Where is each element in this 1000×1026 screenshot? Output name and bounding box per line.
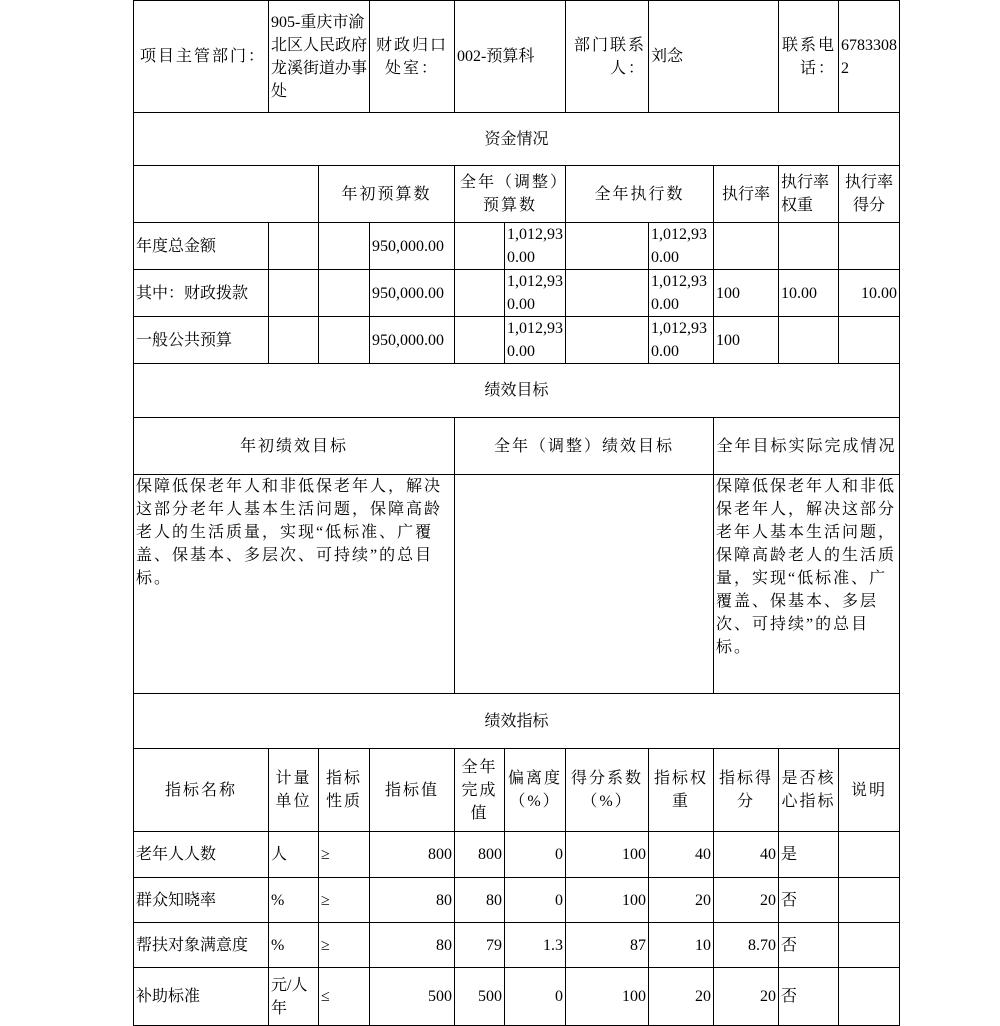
- col-adjusted: 全年（调整）预算数: [455, 166, 566, 223]
- row-label: 年度总金额: [134, 223, 269, 270]
- indicator-col-header: 指标得分: [714, 749, 779, 832]
- initial-value: 950,000.00: [370, 317, 455, 364]
- executed-value: 1,012,930.00: [649, 317, 714, 364]
- indicator-cell: 帮扶对象满意度: [134, 923, 269, 968]
- indicator-col-header: 是否核心指标: [779, 749, 839, 832]
- funds-header-row: [134, 166, 900, 223]
- indicator-cell: 500: [455, 968, 505, 1026]
- indicator-cell: %: [269, 923, 319, 968]
- indicator-cell: 是: [779, 832, 839, 878]
- goals-header-row: [134, 418, 900, 475]
- score-value: [839, 317, 900, 364]
- rate-value: 100: [714, 317, 779, 364]
- indicator-col-header: 指标性质: [319, 749, 370, 832]
- adjusted-value: 1,012,930.00: [505, 317, 566, 364]
- executed-value: 1,012,930.00: [649, 223, 714, 270]
- empty-cell: [566, 223, 649, 270]
- office-label: 财政归口处室：: [370, 1, 455, 113]
- weight-value: [779, 223, 839, 270]
- funds-section-title: 资金情况: [134, 113, 900, 166]
- indicator-cell: 800: [370, 832, 455, 878]
- indicator-cell: ≥: [319, 923, 370, 968]
- indicator-cell: 群众知晓率: [134, 878, 269, 923]
- indicator-row: [134, 923, 900, 968]
- indicator-cell: 8.70: [714, 923, 779, 968]
- indicator-cell: 1.3: [505, 923, 566, 968]
- empty-cell: [269, 223, 319, 270]
- indicator-cell: 79: [455, 923, 505, 968]
- phone-value: 67833082: [839, 1, 900, 113]
- indicator-col-header: 指标值: [370, 749, 455, 832]
- indicator-col-header: 偏离度（%）: [505, 749, 566, 832]
- adjusted-goal-text: [455, 475, 714, 694]
- weight-value: 10.00: [779, 270, 839, 317]
- empty-cell: [319, 223, 370, 270]
- indicator-cell: 元/人年: [269, 968, 319, 1026]
- indicator-cell: 20: [714, 878, 779, 923]
- office-value: 002-预算科: [455, 1, 566, 113]
- row-label: 其中：财政拨款: [134, 270, 269, 317]
- empty-cell: [455, 317, 505, 364]
- col-executed: 全年执行数: [566, 166, 714, 223]
- indicator-cell: [839, 923, 900, 968]
- goals-row: [134, 475, 900, 694]
- indicator-cell: ≤: [319, 968, 370, 1026]
- empty-cell: [455, 270, 505, 317]
- indicator-row: [134, 832, 900, 878]
- executed-value: 1,012,930.00: [649, 270, 714, 317]
- col-initial: 年初预算数: [319, 166, 455, 223]
- indicator-col-header: 计量单位: [269, 749, 319, 832]
- indicator-cell: 100: [566, 832, 649, 878]
- header-row: [134, 1, 900, 113]
- indicators-header-row: [134, 749, 900, 832]
- indicator-cell: 40: [649, 832, 714, 878]
- adjusted-value: 1,012,930.00: [505, 223, 566, 270]
- col-initial-goal: 年初绩效目标: [134, 418, 455, 475]
- contact-label: 部门联系人：: [566, 1, 649, 113]
- indicator-cell: ≥: [319, 832, 370, 878]
- indicator-cell: 否: [779, 878, 839, 923]
- indicator-cell: ≥: [319, 878, 370, 923]
- indicator-cell: 人: [269, 832, 319, 878]
- col-score: 执行率得分: [839, 166, 900, 223]
- indicator-cell: 补助标准: [134, 968, 269, 1026]
- rate-value: [714, 223, 779, 270]
- col-adjusted-goal: 全年（调整）绩效目标: [455, 418, 714, 475]
- empty-cell: [455, 223, 505, 270]
- indicator-cell: 老年人人数: [134, 832, 269, 878]
- score-value: 10.00: [839, 270, 900, 317]
- contact-value: 刘念: [649, 1, 779, 113]
- score-value: [839, 223, 900, 270]
- indicator-cell: 87: [566, 923, 649, 968]
- funds-row: [134, 317, 900, 364]
- indicator-cell: 0: [505, 968, 566, 1026]
- indicator-cell: [839, 968, 900, 1026]
- indicator-col-header: 得分系数（%）: [566, 749, 649, 832]
- indicator-cell: 800: [455, 832, 505, 878]
- empty-cell: [319, 317, 370, 364]
- indicator-cell: 否: [779, 923, 839, 968]
- indicator-col-header: 说明: [839, 749, 900, 832]
- empty-cell: [319, 270, 370, 317]
- indicator-cell: 否: [779, 968, 839, 1026]
- indicator-cell: 20: [649, 968, 714, 1026]
- indicator-cell: 20: [714, 968, 779, 1026]
- indicators-section-title: 绩效指标: [134, 694, 900, 749]
- col-weight: 执行率权重: [779, 166, 839, 223]
- dept-label: 项目主管部门：: [134, 1, 269, 113]
- col-rate: 执行率: [714, 166, 779, 223]
- indicator-cell: %: [269, 878, 319, 923]
- indicator-col-header: 指标权重: [649, 749, 714, 832]
- funds-row: [134, 223, 900, 270]
- indicator-cell: 80: [370, 878, 455, 923]
- indicator-cell: 20: [649, 878, 714, 923]
- empty-cell: [269, 270, 319, 317]
- performance-table: [133, 0, 900, 1026]
- funds-row: [134, 270, 900, 317]
- adjusted-value: 1,012,930.00: [505, 270, 566, 317]
- row-label: 一般公共预算: [134, 317, 269, 364]
- indicator-row: [134, 968, 900, 1026]
- empty-cell: [134, 166, 319, 223]
- indicator-cell: 40: [714, 832, 779, 878]
- weight-value: [779, 317, 839, 364]
- indicator-cell: 500: [370, 968, 455, 1026]
- phone-label: 联系电话：: [779, 1, 839, 113]
- empty-cell: [566, 270, 649, 317]
- indicator-cell: 0: [505, 832, 566, 878]
- indicator-cell: 80: [370, 923, 455, 968]
- initial-value: 950,000.00: [370, 223, 455, 270]
- col-actual-goal: 全年目标实际完成情况: [714, 418, 900, 475]
- initial-value: 950,000.00: [370, 270, 455, 317]
- indicator-cell: 100: [566, 968, 649, 1026]
- indicator-cell: 100: [566, 878, 649, 923]
- initial-goal-text: 保障低保老年人和非低保老年人，解决这部分老年人基本生活问题，保障高龄老人的生活质量，实现“低标准、广覆盖、保基本、多层次、可持续”的总目标。: [134, 475, 455, 694]
- indicator-cell: 0: [505, 878, 566, 923]
- rate-value: 100: [714, 270, 779, 317]
- empty-cell: [269, 317, 319, 364]
- indicator-col-header: 全年完成值: [455, 749, 505, 832]
- goals-section-title: 绩效目标: [134, 364, 900, 418]
- indicator-cell: [839, 832, 900, 878]
- indicator-cell: [839, 878, 900, 923]
- actual-goal-text: 保障低保老年人和非低保老年人，解决这部分老年人基本生活问题，保障高龄老人的生活质量，实现“低标准、广覆盖、保基本、多层次、可持续”的总目标。: [714, 475, 900, 694]
- dept-value: 905-重庆市渝北区人民政府龙溪街道办事处: [269, 1, 370, 113]
- indicator-row: [134, 878, 900, 923]
- empty-cell: [566, 317, 649, 364]
- indicator-cell: 80: [455, 878, 505, 923]
- indicator-cell: 10: [649, 923, 714, 968]
- indicator-col-header: 指标名称: [134, 749, 269, 832]
